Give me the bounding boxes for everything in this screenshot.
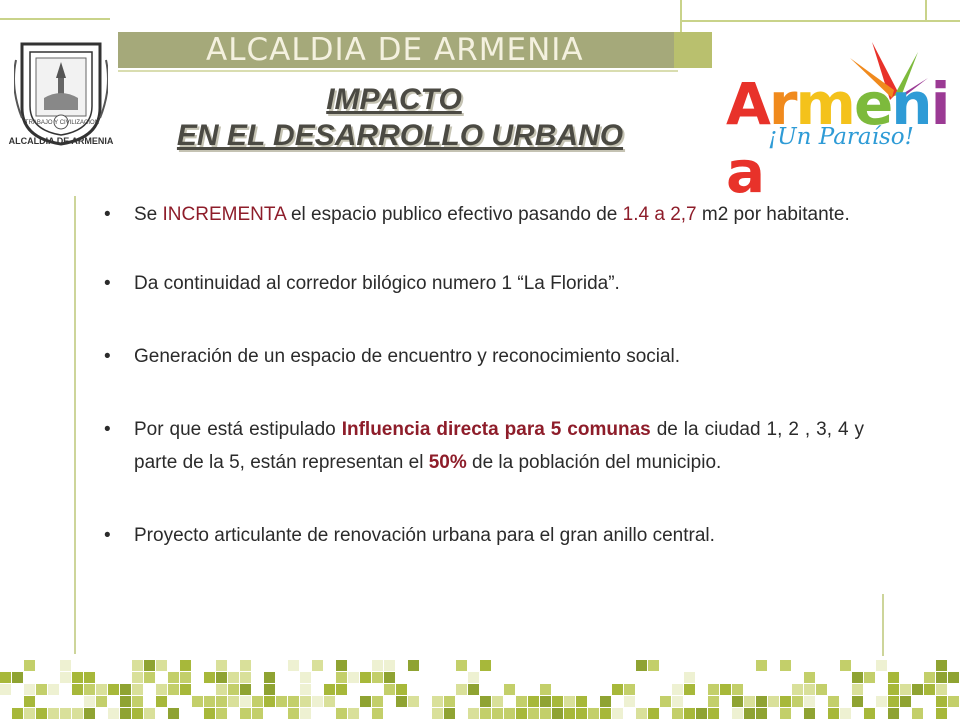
footer-pixel xyxy=(96,684,107,695)
footer-pixel xyxy=(552,696,563,707)
header-vline-right xyxy=(925,0,927,20)
footer-pixel xyxy=(12,672,23,683)
footer-pixel xyxy=(384,660,395,671)
bullet-item xyxy=(104,413,864,479)
footer-pixel xyxy=(120,696,131,707)
footer-pixel xyxy=(216,672,227,683)
footer-pixel xyxy=(24,684,35,695)
footer-pixel xyxy=(72,672,83,683)
footer-pixel xyxy=(60,660,71,671)
footer-pixel xyxy=(852,672,863,683)
bullet-list xyxy=(104,198,864,552)
footer-pixel xyxy=(756,708,767,719)
footer-pixel xyxy=(384,672,395,683)
footer-pixel xyxy=(660,696,671,707)
brand-letter: a xyxy=(726,138,764,206)
footer-pixel xyxy=(468,708,479,719)
footer-pixel xyxy=(84,696,95,707)
footer-pixel xyxy=(240,708,251,719)
footer-pixel xyxy=(936,672,947,683)
bullet-highlight: Influencia directa para 5 comunas xyxy=(341,419,651,440)
footer-pixel xyxy=(444,696,455,707)
bullet-marker: • xyxy=(104,419,111,440)
footer-pixel xyxy=(252,696,263,707)
footer-pixel xyxy=(672,708,683,719)
footer-pixel xyxy=(684,708,695,719)
bullet-text: Proyecto articulante de renovación urbana para el gran anillo central. xyxy=(134,525,715,546)
footer-pixel xyxy=(24,660,35,671)
footer-pixel xyxy=(888,672,899,683)
bullet-item xyxy=(104,198,864,231)
footer-pixel xyxy=(36,684,47,695)
footer-pixel xyxy=(804,684,815,695)
footer-pixel xyxy=(528,696,539,707)
footer-pixel xyxy=(756,660,767,671)
footer-pixel xyxy=(696,708,707,719)
bullet-marker: • xyxy=(104,346,111,367)
footer-pixel xyxy=(264,672,275,683)
footer-pixel xyxy=(720,684,731,695)
footer-pixel xyxy=(864,708,875,719)
footer-pixel xyxy=(672,696,683,707)
footer-pixel xyxy=(804,708,815,719)
footer-pixel xyxy=(924,672,935,683)
footer-pixel xyxy=(936,708,947,719)
footer-pixel xyxy=(360,696,371,707)
footer-pixel xyxy=(216,708,227,719)
footer-pixel xyxy=(324,684,335,695)
footer-pixel xyxy=(36,708,47,719)
footer-pixel xyxy=(900,684,911,695)
footer-pixel xyxy=(708,708,719,719)
footer-pixel xyxy=(48,708,59,719)
footer-pixel xyxy=(300,696,311,707)
footer-pixel xyxy=(180,684,191,695)
footer-pixel xyxy=(684,684,695,695)
footer-pixel xyxy=(948,696,959,707)
header-band-end xyxy=(674,32,712,68)
footer-pixel xyxy=(540,684,551,695)
footer-pixel xyxy=(504,708,515,719)
footer-pixel-band xyxy=(0,660,960,720)
footer-pixel xyxy=(852,684,863,695)
footer-pixel xyxy=(204,672,215,683)
content-frame-left xyxy=(74,196,76,654)
footer-pixel xyxy=(0,684,11,695)
footer-pixel xyxy=(444,708,455,719)
footer-pixel xyxy=(612,708,623,719)
footer-pixel xyxy=(480,696,491,707)
footer-pixel xyxy=(12,708,23,719)
footer-pixel xyxy=(636,660,647,671)
footer-pixel xyxy=(876,660,887,671)
footer-pixel xyxy=(0,672,11,683)
bullet-text: m2 por habitante. xyxy=(696,204,850,225)
footer-pixel xyxy=(312,696,323,707)
footer-pixel xyxy=(120,708,131,719)
footer-pixel xyxy=(348,672,359,683)
brand-letter: r xyxy=(768,70,796,138)
footer-pixel xyxy=(372,696,383,707)
footer-pixel xyxy=(456,684,467,695)
footer-pixel xyxy=(576,708,587,719)
footer-pixel xyxy=(228,696,239,707)
footer-pixel xyxy=(936,684,947,695)
brand-letter: e xyxy=(853,70,892,138)
footer-pixel xyxy=(732,708,743,719)
footer-pixel xyxy=(216,660,227,671)
footer-pixel xyxy=(888,696,899,707)
crest-caption: ALCALDIA DE ARMENIA xyxy=(8,136,114,146)
footer-pixel xyxy=(264,684,275,695)
brand-letter: A xyxy=(726,70,769,138)
footer-pixel xyxy=(204,696,215,707)
footer-pixel xyxy=(264,696,275,707)
footer-pixel xyxy=(708,684,719,695)
bullet-text: Se xyxy=(134,204,163,225)
content-frame-right xyxy=(882,594,884,656)
footer-pixel xyxy=(408,696,419,707)
footer-pixel xyxy=(588,708,599,719)
footer-pixel xyxy=(156,684,167,695)
bullet-marker: • xyxy=(104,525,111,546)
footer-pixel xyxy=(456,660,467,671)
footer-pixel xyxy=(900,696,911,707)
footer-pixel xyxy=(24,696,35,707)
footer-pixel xyxy=(540,708,551,719)
footer-pixel xyxy=(228,672,239,683)
footer-pixel xyxy=(432,696,443,707)
footer-pixel xyxy=(60,672,71,683)
brand-letter: m xyxy=(795,70,854,138)
footer-pixel xyxy=(516,696,527,707)
bullet-text: Da continuidad al corredor bilógico numero 1 “La Florida”. xyxy=(134,273,620,294)
footer-pixel xyxy=(624,696,635,707)
footer-pixel xyxy=(624,684,635,695)
footer-pixel xyxy=(120,684,131,695)
footer-pixel xyxy=(480,660,491,671)
footer-pixel xyxy=(780,696,791,707)
footer-pixel xyxy=(780,660,791,671)
footer-pixel xyxy=(840,708,851,719)
footer-pixel xyxy=(492,696,503,707)
footer-pixel xyxy=(540,696,551,707)
footer-pixel xyxy=(288,660,299,671)
footer-pixel xyxy=(132,708,143,719)
footer-pixel xyxy=(300,684,311,695)
bullet-marker: • xyxy=(104,204,111,225)
footer-pixel xyxy=(336,684,347,695)
footer-pixel xyxy=(216,696,227,707)
bullet-item xyxy=(104,267,864,300)
footer-pixel xyxy=(516,708,527,719)
footer-pixel xyxy=(108,708,119,719)
footer-pixel xyxy=(300,708,311,719)
footer-pixel xyxy=(180,660,191,671)
footer-pixel xyxy=(228,684,239,695)
bullet-text: Por que está estipulado xyxy=(134,419,342,440)
footer-pixel xyxy=(552,708,563,719)
header-vline xyxy=(680,0,682,34)
footer-pixel xyxy=(648,660,659,671)
bullet-text: el espacio publico efectivo pasando de xyxy=(285,204,623,225)
footer-pixel xyxy=(468,672,479,683)
footer-pixel xyxy=(132,672,143,683)
footer-pixel xyxy=(288,696,299,707)
footer-pixel xyxy=(276,696,287,707)
footer-pixel xyxy=(240,696,251,707)
slide-title xyxy=(150,82,650,154)
footer-pixel xyxy=(936,696,947,707)
footer-pixel xyxy=(360,672,371,683)
footer-pixel xyxy=(48,684,59,695)
header-title: ALCALDIA DE ARMENIA xyxy=(206,32,584,68)
bullet-highlight: 1.4 a 2,7 xyxy=(622,204,697,225)
footer-pixel xyxy=(912,708,923,719)
footer-pixel xyxy=(132,660,143,671)
footer-pixel xyxy=(936,660,947,671)
footer-pixel xyxy=(564,696,575,707)
footer-pixel xyxy=(156,660,167,671)
footer-pixel xyxy=(432,708,443,719)
footer-pixel xyxy=(300,672,311,683)
footer-pixel xyxy=(612,684,623,695)
footer-pixel xyxy=(180,672,191,683)
bullet-item xyxy=(104,519,864,552)
footer-pixel xyxy=(144,672,155,683)
footer-pixel xyxy=(888,708,899,719)
footer-pixel xyxy=(240,660,251,671)
footer-pixel xyxy=(504,684,515,695)
footer-pixel xyxy=(744,708,755,719)
footer-pixel xyxy=(816,684,827,695)
header-line-top xyxy=(0,18,110,20)
footer-pixel xyxy=(24,708,35,719)
footer-pixel xyxy=(192,696,203,707)
footer-pixel xyxy=(144,660,155,671)
footer-pixel xyxy=(108,684,119,695)
footer-pixel xyxy=(168,672,179,683)
footer-pixel xyxy=(252,708,263,719)
footer-pixel xyxy=(84,708,95,719)
footer-pixel xyxy=(564,708,575,719)
footer-pixel xyxy=(168,684,179,695)
footer-pixel xyxy=(648,708,659,719)
footer-pixel xyxy=(864,672,875,683)
footer-pixel xyxy=(216,684,227,695)
footer-pixel xyxy=(636,708,647,719)
bullet-text: de la ciudad 1, 2 , 3, 4 y parte de la 5, están representan el xyxy=(134,419,865,473)
footer-pixel xyxy=(744,696,755,707)
footer-pixel xyxy=(684,672,695,683)
footer-pixel xyxy=(168,708,179,719)
footer-pixel xyxy=(840,660,851,671)
footer-pixel xyxy=(852,696,863,707)
brand-letter: i xyxy=(930,70,949,138)
footer-pixel xyxy=(480,708,491,719)
footer-pixel xyxy=(948,672,959,683)
bullet-item xyxy=(104,340,864,373)
crest-logo xyxy=(14,38,108,146)
bullet-marker: • xyxy=(104,273,111,294)
footer-pixel xyxy=(72,684,83,695)
bullet-text: de la población del municipio. xyxy=(466,452,722,473)
footer-pixel xyxy=(768,696,779,707)
footer-pixel xyxy=(528,708,539,719)
footer-pixel xyxy=(144,708,155,719)
footer-pixel xyxy=(336,660,347,671)
header-line-under xyxy=(118,70,678,72)
footer-pixel xyxy=(828,696,839,707)
footer-pixel xyxy=(204,708,215,719)
footer-pixel xyxy=(756,696,767,707)
slide-title-line-2: EN EL DESARROLLO URBANO xyxy=(176,119,624,152)
footer-pixel xyxy=(828,708,839,719)
footer-pixel xyxy=(924,684,935,695)
footer-pixel xyxy=(384,684,395,695)
footer-pixel xyxy=(132,696,143,707)
footer-pixel xyxy=(468,684,479,695)
footer-pixel xyxy=(372,660,383,671)
footer-pixel xyxy=(84,672,95,683)
footer-pixel xyxy=(492,708,503,719)
bullet-highlight: 50% xyxy=(428,452,467,473)
bullet-highlight: INCREMENTA xyxy=(162,204,286,225)
footer-pixel xyxy=(396,696,407,707)
footer-pixel xyxy=(600,696,611,707)
footer-pixel xyxy=(84,684,95,695)
footer-pixel xyxy=(804,672,815,683)
footer-pixel xyxy=(672,684,683,695)
footer-pixel xyxy=(408,660,419,671)
footer-pixel xyxy=(576,696,587,707)
footer-pixel xyxy=(792,684,803,695)
footer-pixel xyxy=(240,672,251,683)
crest-motto: TRABAJO Y CIVILIZACION xyxy=(24,120,100,126)
footer-pixel xyxy=(156,696,167,707)
header-line-right xyxy=(680,20,960,22)
footer-pixel xyxy=(396,684,407,695)
brand-letter: n xyxy=(891,70,931,138)
footer-pixel xyxy=(288,708,299,719)
footer-pixel xyxy=(708,696,719,707)
footer-pixel xyxy=(60,708,71,719)
footer-pixel xyxy=(132,684,143,695)
footer-pixel xyxy=(324,696,335,707)
footer-pixel xyxy=(732,684,743,695)
footer-pixel xyxy=(732,696,743,707)
footer-pixel xyxy=(312,660,323,671)
footer-pixel xyxy=(780,708,791,719)
footer-pixel xyxy=(336,672,347,683)
footer-pixel xyxy=(240,684,251,695)
footer-pixel xyxy=(792,696,803,707)
footer-pixel xyxy=(372,708,383,719)
footer-pixel xyxy=(96,696,107,707)
footer-pixel xyxy=(876,696,887,707)
footer-pixel xyxy=(912,684,923,695)
footer-pixel xyxy=(372,672,383,683)
footer-pixel xyxy=(600,708,611,719)
bullet-text: Generación de un espacio de encuentro y reconocimiento social. xyxy=(134,346,681,367)
footer-pixel xyxy=(888,684,899,695)
footer-pixel xyxy=(804,696,815,707)
footer-pixel xyxy=(72,708,83,719)
footer-pixel xyxy=(348,708,359,719)
slide-title-line-1: IMPACTO xyxy=(326,83,462,116)
brand-tagline: ¡Un Paraíso! xyxy=(768,124,914,150)
footer-pixel xyxy=(336,708,347,719)
